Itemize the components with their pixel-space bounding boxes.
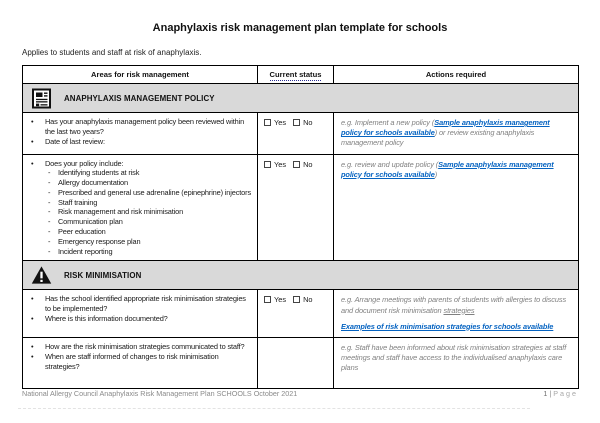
page-boundary-line (18, 408, 530, 409)
page-number-separator: | (547, 389, 554, 398)
dash-marker (48, 198, 58, 208)
action-example (341, 295, 571, 315)
subitem-text: Risk management and risk minimisation (58, 207, 184, 217)
question-item (31, 342, 252, 352)
sample-policy-link[interactable]: Sample anaphylaxis management policy for schools available (341, 159, 554, 179)
question-item (31, 294, 252, 314)
dash-marker (48, 207, 58, 217)
subitem-text: Identifying students at risk (58, 168, 140, 178)
status-options (264, 118, 329, 127)
subitem-text: Prescribed and general use adrenaline (epinephrine) injectors (58, 187, 251, 197)
example-text: e.g. Staff have been informed about risk minimisation strategies at staff meetings and staff have access to the individualised anaphylaxis care plans (341, 342, 567, 373)
subitem-text: Allergy documentation (58, 178, 128, 188)
example-text: e.g. Arrange meetings with parents of students with allergies to discuss and document risk minimisation (341, 295, 567, 315)
question-text: Where is this information documented? (45, 313, 168, 323)
col-header-status-label: Current status (269, 70, 322, 79)
dash-marker (48, 247, 58, 257)
question-text: Has the school identified appropriate risk minimisation strategies to be implemented? (45, 294, 246, 314)
page-word: Page (553, 389, 578, 398)
no-label: No (303, 295, 313, 305)
example-text: e.g. review and update policy ( (341, 159, 439, 169)
policy-subitem (48, 188, 252, 198)
bullet-marker (31, 117, 45, 137)
action-example (341, 322, 571, 332)
section-title-risk-minimisation: RISK MINIMISATION (64, 270, 142, 280)
no-label: No (303, 118, 313, 127)
table-row-policy-includes (23, 154, 579, 261)
section-row-risk-minimisation (23, 261, 579, 290)
subitem-text: Incident reporting (58, 246, 113, 256)
footer-doc-title: National Allergy Council Anaphylaxis Risk Management Plan SCHOOLS October 2021 (22, 389, 298, 398)
policy-subitem (48, 247, 252, 257)
action-example (341, 343, 571, 374)
bullet-marker (31, 137, 45, 147)
table-header-row (23, 66, 579, 84)
status-options (264, 160, 329, 169)
question-text: Has your anaphylaxis management policy been reviewed within the last two years? (45, 117, 245, 136)
bullet-marker (31, 352, 45, 372)
col-header-actions-label: Actions required (425, 70, 487, 79)
col-header-areas (23, 66, 258, 84)
yes-label: Yes (274, 295, 287, 305)
table-row-policy-review (23, 113, 579, 155)
policy-subitem (48, 217, 252, 227)
dash-marker (48, 217, 58, 227)
question-text: Does your policy include: (45, 158, 124, 168)
bullet-marker (31, 294, 45, 314)
action-example (341, 118, 571, 149)
status-options (264, 295, 329, 304)
dash-marker (48, 227, 58, 237)
policy-subitem (48, 168, 252, 178)
example-text: ) or review existing anaphylaxis management policy (341, 128, 535, 148)
table-row-strategies-communication (23, 337, 579, 388)
question-item (31, 137, 252, 147)
yes-label: Yes (274, 159, 287, 169)
sample-policy-link[interactable]: Sample anaphylaxis management policy for schools available (341, 118, 550, 138)
dash-marker (48, 188, 58, 198)
table-row-risk-strategies (23, 290, 579, 338)
policy-document-icon (31, 88, 52, 109)
risk-management-table (22, 65, 579, 389)
question-item (31, 314, 252, 324)
question-item (31, 352, 252, 372)
question-text: When are staff informed of changes to risk minimisation strategies? (45, 351, 219, 371)
subitem-text: Communication plan (58, 217, 123, 227)
question-text: Date of last review: (45, 136, 105, 146)
page-title: Anaphylaxis risk management plan template for schools (152, 22, 448, 34)
no-checkbox[interactable] (293, 119, 300, 126)
section-title-management-policy: ANAPHYLAXIS MANAGEMENT POLICY (64, 93, 215, 103)
yes-label: Yes (274, 118, 287, 127)
col-header-areas-label: Areas for risk management (91, 70, 189, 79)
no-checkbox[interactable] (293, 296, 300, 303)
col-header-status (258, 66, 334, 84)
yes-checkbox[interactable] (264, 296, 271, 303)
question-text: How are the risk minimisation strategies communicated to staff? (45, 341, 245, 351)
dash-marker (48, 178, 58, 188)
page-footer (22, 389, 578, 398)
example-text: ) (434, 169, 438, 179)
col-header-actions (334, 66, 579, 84)
bullet-marker (31, 159, 45, 169)
example-text: e.g. Implement a new policy ( (341, 118, 435, 127)
policy-subitem (48, 237, 252, 247)
policy-subitem (48, 178, 252, 188)
subitem-text: Peer education (58, 227, 106, 237)
bullet-marker (31, 342, 45, 352)
page-number (543, 389, 578, 398)
action-example (341, 160, 571, 180)
intro-text: Applies to students and staff at risk of anaphylaxis. (22, 48, 202, 57)
example-underlined-word: strategies (443, 305, 475, 315)
subitem-text: Emergency response plan (58, 236, 141, 246)
bullet-marker (31, 314, 45, 324)
risk-strategies-examples-link[interactable]: Examples of risk minimisation strategies for schools available (341, 321, 554, 331)
policy-subitem (48, 207, 252, 217)
subitem-text: Staff training (58, 197, 98, 207)
yes-checkbox[interactable] (264, 119, 271, 126)
yes-checkbox[interactable] (264, 161, 271, 168)
status-cell-empty (258, 337, 334, 388)
section-row-management-policy (23, 84, 579, 113)
dash-marker (48, 237, 58, 247)
page-number-value: 1 (543, 389, 548, 398)
no-label: No (303, 159, 313, 169)
policy-subitem (48, 227, 252, 237)
policy-subitem (48, 198, 252, 208)
question-item (31, 117, 252, 137)
dash-marker (48, 168, 58, 178)
no-checkbox[interactable] (293, 161, 300, 168)
warning-triangle-icon (31, 265, 52, 286)
question-item (31, 159, 252, 169)
